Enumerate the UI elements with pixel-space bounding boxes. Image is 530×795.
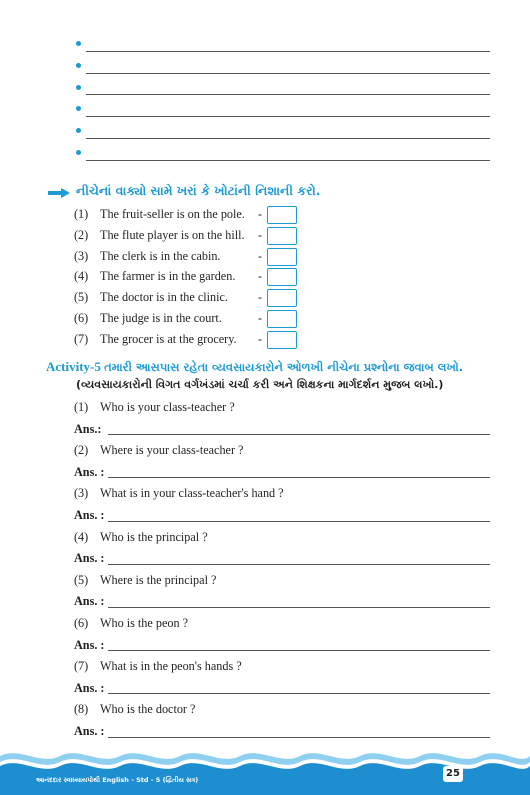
question — [74, 613, 490, 635]
question-number: (2) — [74, 443, 89, 458]
writing-line — [86, 116, 490, 117]
answer-line[interactable] — [74, 635, 490, 657]
writing-line — [86, 94, 490, 95]
writing-line — [108, 477, 490, 478]
item-text: The grocer is at the grocery. — [100, 331, 237, 346]
answer-label: Ans. : — [74, 594, 105, 609]
question-text: What is in your class-teacher's hand ? — [100, 486, 284, 501]
page-number: 25 — [443, 766, 463, 782]
bullet-line-6[interactable] — [74, 141, 490, 163]
item-text: The fruit-seller is on the pole. — [100, 207, 245, 221]
answer-label: Ans. : — [74, 637, 105, 652]
answer-line[interactable] — [74, 505, 490, 527]
answer-box[interactable] — [267, 248, 297, 266]
list-item — [74, 308, 263, 329]
bullet-dot — [76, 63, 81, 68]
answer-label: Ans. : — [74, 464, 105, 479]
answer-box[interactable] — [267, 289, 297, 307]
writing-line — [108, 564, 490, 565]
question-text: Who is the peon ? — [100, 615, 188, 630]
list-item — [74, 287, 263, 308]
answer-box[interactable] — [267, 268, 297, 286]
question — [74, 570, 490, 592]
bullet-line-2[interactable] — [74, 54, 490, 76]
activity-subtitle: (વ્યવસાયકારોની વિગત વર્ગખંડમાં ચર્ચા કરી અને શિક્ષકના માર્ગદર્શન મુજબ લખો.) — [76, 378, 444, 391]
dash: - — [258, 331, 263, 346]
section-heading: નીચેનાં વાક્યો સામે ખરાં કે ખોટાંની નિશાની કરો. — [76, 183, 321, 198]
question-number: (7) — [74, 659, 89, 674]
question-text: What is in the peon's hands ? — [100, 659, 242, 674]
dash: - — [258, 207, 263, 221]
question-number: (8) — [74, 702, 89, 717]
bullet-line-1[interactable] — [74, 32, 490, 54]
question-text: Where is the principal ? — [100, 572, 217, 587]
bullet-dot — [76, 85, 81, 90]
answer-line[interactable] — [74, 591, 490, 613]
item-number: (1) — [74, 207, 89, 221]
item-text: The flute player is on the hill. — [100, 227, 245, 242]
bullet-line-5[interactable] — [74, 119, 490, 141]
writing-line — [108, 650, 490, 651]
answer-label: Ans. : — [74, 551, 105, 566]
bullet-line-4[interactable] — [74, 97, 490, 119]
writing-line — [108, 693, 490, 694]
activity-label: Activity-5 — [46, 359, 101, 374]
question — [74, 699, 490, 721]
item-number: (3) — [74, 248, 89, 263]
bullet-dot — [76, 106, 81, 111]
writing-line — [108, 521, 490, 522]
item-number: (2) — [74, 227, 89, 242]
question — [74, 440, 490, 462]
answer-label: Ans. : — [74, 507, 105, 522]
item-number: (6) — [74, 310, 89, 325]
activity-title — [46, 359, 463, 375]
answer-box[interactable] — [267, 310, 297, 328]
item-text: The judge is in the court. — [100, 310, 222, 325]
writing-line — [86, 51, 490, 52]
bullet-lines — [74, 32, 490, 163]
question-text: Who is the principal ? — [100, 529, 208, 544]
bullet-line-3[interactable] — [74, 76, 490, 98]
question-text: Who is the doctor ? — [100, 702, 196, 717]
question-text: Where is your class-teacher ? — [100, 443, 244, 458]
question — [74, 483, 490, 505]
answer-box[interactable] — [267, 206, 297, 224]
question-list — [74, 397, 490, 743]
footer-book-title: આનંદદાર સ્વાધ્યાયપોથી English - Std - 5 (દ્વિતીય સત્ર) — [36, 776, 199, 784]
writing-line — [108, 607, 490, 608]
answer-label: Ans.: — [74, 421, 102, 436]
list-item — [74, 246, 263, 267]
answer-line[interactable] — [74, 462, 490, 484]
writing-line — [86, 73, 490, 74]
writing-line — [86, 138, 490, 139]
question — [74, 527, 490, 549]
question — [74, 656, 490, 678]
question-number: (6) — [74, 615, 89, 630]
list-item — [74, 266, 263, 287]
arrow-right-icon — [48, 188, 70, 198]
answer-label: Ans. : — [74, 723, 105, 738]
dash: - — [258, 310, 263, 325]
question-number: (5) — [74, 572, 89, 587]
item-text: The clerk is in the cabin. — [100, 248, 221, 263]
list-item — [74, 225, 263, 246]
answer-line[interactable] — [74, 678, 490, 700]
writing-line — [86, 160, 490, 161]
answer-label: Ans. : — [74, 680, 105, 695]
true-false-list — [74, 204, 263, 350]
question-number: (3) — [74, 486, 89, 501]
dash: - — [258, 290, 263, 305]
item-number: (5) — [74, 290, 89, 305]
question-text: Who is your class-teacher ? — [100, 400, 235, 414]
dash: - — [258, 227, 263, 242]
bullet-dot — [76, 128, 81, 133]
list-item — [74, 329, 263, 350]
list-item — [74, 204, 263, 225]
question — [74, 397, 490, 419]
writing-line — [108, 434, 490, 435]
answer-box[interactable] — [267, 331, 297, 349]
item-text: The doctor is in the clinic. — [100, 290, 228, 305]
dash: - — [258, 269, 263, 284]
item-number: (4) — [74, 269, 89, 284]
bullet-dot — [76, 150, 81, 155]
item-number: (7) — [74, 331, 89, 346]
answer-line[interactable] — [74, 548, 490, 570]
answer-box[interactable] — [267, 227, 297, 245]
question-number: (4) — [74, 529, 89, 544]
dash: - — [258, 248, 263, 263]
activity-instruction: તમારી આસપાસ રહેતા વ્યવસાયકારોને ઓળખી નીચેના પ્રશ્નોના જવાબ લખો. — [104, 360, 464, 374]
question-number: (1) — [74, 400, 89, 414]
bullet-dot — [76, 41, 81, 46]
answer-line[interactable] — [74, 419, 490, 441]
item-text: The farmer is in the garden. — [100, 269, 236, 284]
